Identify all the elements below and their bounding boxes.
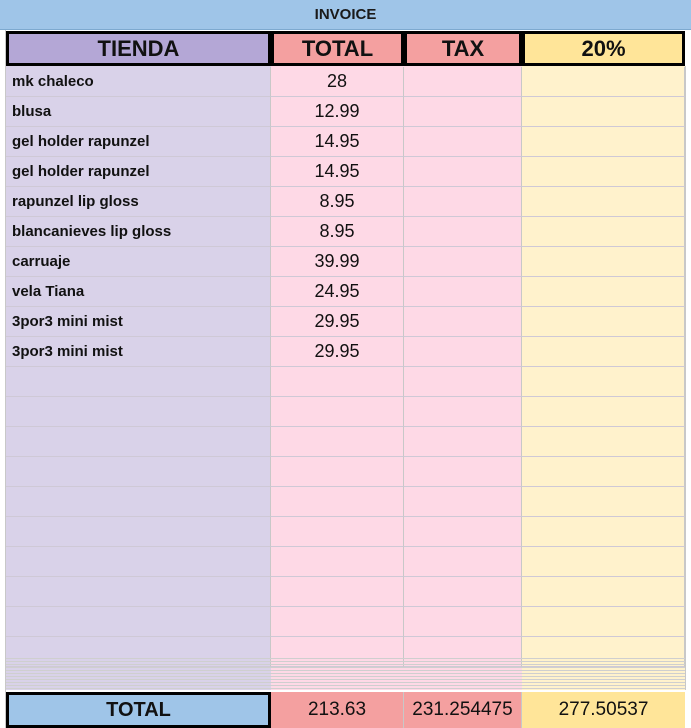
table-row	[6, 427, 685, 457]
item-tax-cell[interactable]	[404, 517, 522, 547]
item-tax-cell[interactable]	[404, 97, 522, 127]
item-pct-cell[interactable]	[522, 217, 685, 247]
item-name-cell[interactable]	[6, 367, 271, 397]
item-name-cell[interactable]	[6, 487, 271, 517]
item-name-cell[interactable]: 3por3 mini mist	[6, 307, 271, 337]
item-total-cell[interactable]: 24.95	[271, 277, 404, 307]
item-total-cell[interactable]: 8.95	[271, 217, 404, 247]
item-pct-cell[interactable]	[522, 277, 685, 307]
item-total-cell[interactable]	[271, 517, 404, 547]
item-total-cell[interactable]: 14.95	[271, 157, 404, 187]
item-total-cell[interactable]	[271, 487, 404, 517]
table-row	[6, 217, 685, 247]
item-tax-cell[interactable]	[404, 367, 522, 397]
item-name-cell[interactable]	[6, 397, 271, 427]
item-tax-cell[interactable]	[404, 607, 522, 637]
grand-total-cell[interactable]: 213.63	[271, 692, 404, 728]
header-20-percent[interactable]: 20%	[522, 31, 685, 66]
item-total-cell[interactable]: 28	[271, 67, 404, 97]
item-name-cell[interactable]	[6, 547, 271, 577]
table-row	[6, 187, 685, 217]
table-row	[6, 397, 685, 427]
item-tax-cell[interactable]	[404, 217, 522, 247]
table-row	[6, 457, 685, 487]
table-row	[6, 547, 685, 577]
invoice-title-cell[interactable]: INVOICE	[0, 0, 691, 30]
item-name-cell[interactable]: gel holder rapunzel	[6, 127, 271, 157]
item-pct-cell[interactable]	[522, 337, 685, 367]
item-total-cell[interactable]	[271, 547, 404, 577]
item-name-cell[interactable]: blancanieves lip gloss	[6, 217, 271, 247]
table-row	[6, 487, 685, 517]
item-tax-cell[interactable]	[404, 127, 522, 157]
item-tax-cell[interactable]	[404, 307, 522, 337]
item-total-cell[interactable]: 29.95	[271, 307, 404, 337]
table-row	[6, 277, 685, 307]
item-pct-cell[interactable]	[522, 127, 685, 157]
item-name-cell[interactable]	[6, 457, 271, 487]
item-tax-cell[interactable]	[404, 577, 522, 607]
item-tax-cell[interactable]	[404, 277, 522, 307]
item-name-cell[interactable]: carruaje	[6, 247, 271, 277]
item-tax-cell[interactable]	[404, 547, 522, 577]
item-tax-cell[interactable]	[404, 337, 522, 367]
item-tax-cell[interactable]	[404, 187, 522, 217]
item-pct-cell[interactable]	[522, 67, 685, 97]
item-total-cell[interactable]	[271, 397, 404, 427]
item-total-cell[interactable]: 14.95	[271, 127, 404, 157]
table-row	[6, 97, 685, 127]
item-name-cell[interactable]: vela Tiana	[6, 277, 271, 307]
item-tax-cell[interactable]	[404, 427, 522, 457]
table-row	[6, 127, 685, 157]
item-pct-cell[interactable]	[522, 307, 685, 337]
item-pct-cell[interactable]	[522, 367, 685, 397]
item-total-cell[interactable]	[271, 457, 404, 487]
item-name-cell[interactable]	[6, 577, 271, 607]
table-row	[6, 247, 685, 277]
item-tax-cell[interactable]	[404, 247, 522, 277]
item-name-cell[interactable]: gel holder rapunzel	[6, 157, 271, 187]
tax-total-cell[interactable]: 231.254475	[404, 692, 522, 728]
table-row	[6, 517, 685, 547]
table-row	[6, 337, 685, 367]
table-row	[6, 607, 685, 637]
item-pct-cell[interactable]	[522, 187, 685, 217]
item-tax-cell[interactable]	[404, 487, 522, 517]
item-name-cell[interactable]: rapunzel lip gloss	[6, 187, 271, 217]
header-total[interactable]: TOTAL	[271, 31, 404, 66]
item-tax-cell[interactable]	[404, 157, 522, 187]
table-row	[6, 577, 685, 607]
frozen-row-lines	[6, 656, 685, 690]
item-total-cell[interactable]	[271, 367, 404, 397]
item-tax-cell[interactable]	[404, 67, 522, 97]
total-label-cell[interactable]: TOTAL	[6, 692, 271, 728]
item-total-cell[interactable]	[271, 577, 404, 607]
item-name-cell[interactable]: 3por3 mini mist	[6, 337, 271, 367]
item-pct-cell[interactable]	[522, 547, 685, 577]
item-pct-cell[interactable]	[522, 607, 685, 637]
item-pct-cell[interactable]	[522, 397, 685, 427]
item-name-cell[interactable]	[6, 607, 271, 637]
item-tax-cell[interactable]	[404, 397, 522, 427]
right-column-strip	[685, 66, 691, 690]
item-total-cell[interactable]: 39.99	[271, 247, 404, 277]
item-name-cell[interactable]: blusa	[6, 97, 271, 127]
item-total-cell[interactable]	[271, 607, 404, 637]
item-total-cell[interactable]: 29.95	[271, 337, 404, 367]
table-row	[6, 157, 685, 187]
item-pct-cell[interactable]	[522, 97, 685, 127]
item-pct-cell[interactable]	[522, 457, 685, 487]
item-total-cell[interactable]: 12.99	[271, 97, 404, 127]
item-pct-cell[interactable]	[522, 157, 685, 187]
table-row	[6, 367, 685, 397]
item-pct-cell[interactable]	[522, 517, 685, 547]
table-row	[6, 307, 685, 337]
header-tienda[interactable]: TIENDA	[6, 31, 271, 66]
item-name-cell[interactable]	[6, 517, 271, 547]
item-total-cell[interactable]	[271, 427, 404, 457]
item-pct-cell[interactable]	[522, 577, 685, 607]
item-name-cell[interactable]: mk chaleco	[6, 67, 271, 97]
item-name-cell[interactable]	[6, 427, 271, 457]
table-row	[6, 67, 685, 97]
header-tax[interactable]: TAX	[404, 31, 522, 66]
item-pct-cell[interactable]	[522, 247, 685, 277]
item-pct-cell[interactable]	[522, 487, 685, 517]
pct-total-cell[interactable]: 277.50537	[522, 692, 685, 728]
item-tax-cell[interactable]	[404, 457, 522, 487]
item-pct-cell[interactable]	[522, 427, 685, 457]
item-total-cell[interactable]: 8.95	[271, 187, 404, 217]
